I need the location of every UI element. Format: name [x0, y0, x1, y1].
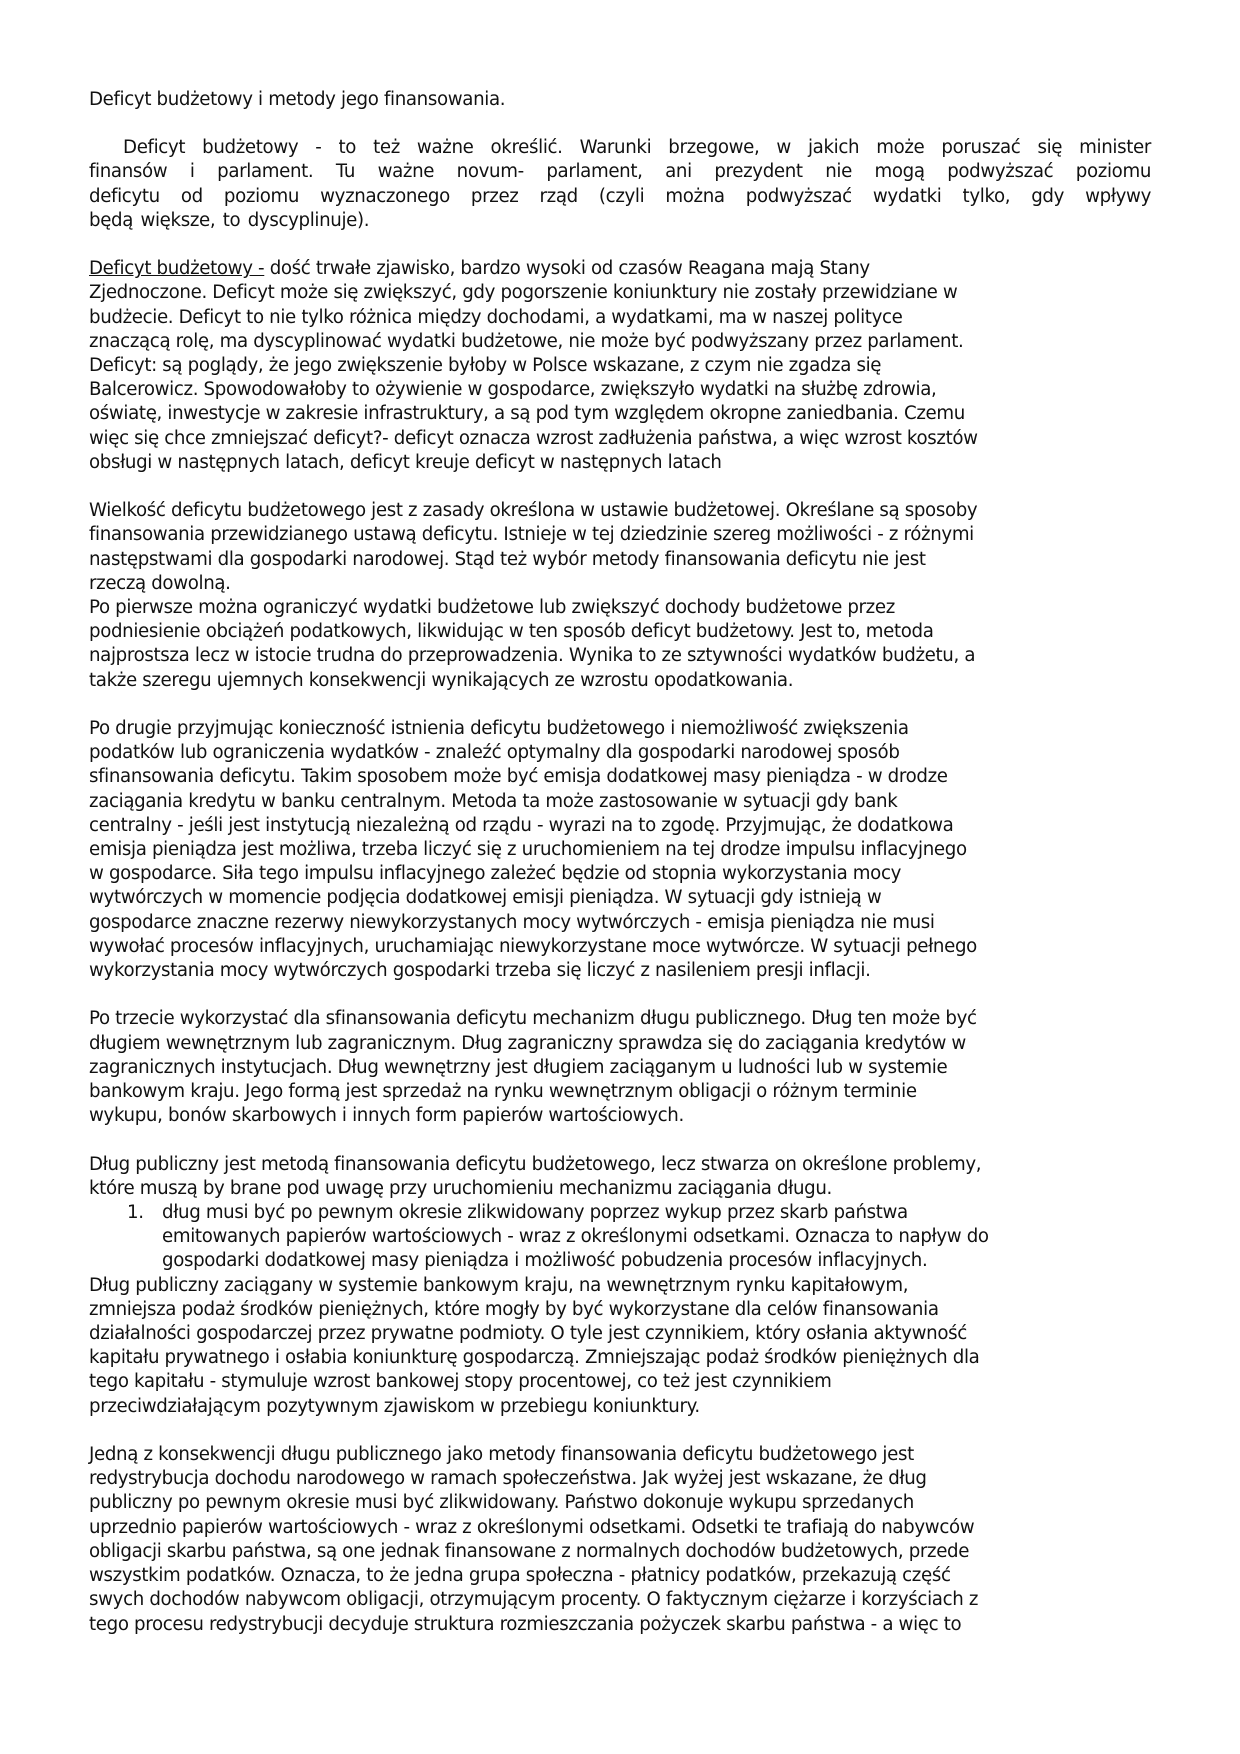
- text-line: obligacji skarbu państwa, są one jednak finansowane z normalnych dochodów budżetowych, przede: [89, 1540, 970, 1562]
- text-line: budżecie. Deficyt to nie tylko różnica między dochodami, a wydatkami, ma w naszej polityce: [89, 306, 903, 328]
- text-line: wywołać procesów inflacyjnych, uruchamiając niewykorzystane moce wytwórcze. W sytuacji pełnego: [89, 935, 977, 957]
- text-line: Wielkość deficytu budżetowego jest z zasady określona w ustawie budżetowej. Określane są sposoby: [89, 500, 978, 522]
- text-line: długiem wewnętrznym lub zagranicznym. Dług zagraniczny sprawdza się do zaciągania kredytów w: [89, 1032, 966, 1054]
- text-line: także szeregu ujemnych konsekwencji wynikających ze wzrostu opodatkowania.: [89, 669, 794, 691]
- text-line: tego procesu redystrybucji decyduje struktura rozmieszczania pożyczek skarbu państwa - a więc to: [89, 1613, 962, 1635]
- text-line: Dług publiczny jest metodą finansowania deficytu budżetowego, lecz stwarza on określone problemy,: [89, 1153, 982, 1175]
- intro-paragraph: [89, 136, 1151, 233]
- text-line: w gospodarce. Siła tego impulsu inflacyjnego zależeć będzie od stopnia wykorzystania mocy: [89, 863, 902, 885]
- text-line: Jedną z konsekwencji długu publicznego jako metody finansowania deficytu budżetowego jest: [89, 1444, 914, 1466]
- redistribution-paragraph: [89, 1443, 1151, 1637]
- text-line: uprzednio papierów wartościowych - wraz z określonymi odsetkami. Odsetki te trafiają do nabywców: [89, 1516, 975, 1538]
- text-line: Deficyt: są poglądy, że jego zwiększenie byłoby w Polsce wskazane, z czym nie zgadza się: [89, 355, 882, 377]
- text-line: wykupu, bonów skarbowych i innych form papierów wartościowych.: [89, 1105, 684, 1127]
- text-line: Deficyt budżetowy - to też ważne określić. Warunki brzegowe, w jakich może poruszać się minister: [89, 137, 1151, 159]
- text-line: następstwami dla gospodarki narodowej. Stąd też wybór metody finansowania deficytu nie jest: [89, 548, 926, 570]
- text-line: działalności gospodarczej przez prywatne podmioty. O tyle jest czynnikiem, który osłania aktywność: [89, 1323, 967, 1345]
- text-line: Po drugie przyjmując konieczność istnienia deficytu budżetowego i niemożliwość zwiększenia: [89, 718, 909, 740]
- text-line: wykorzystania mocy wytwórczych gospodarki trzeba się liczyć z nasileniem presji inflacji.: [89, 960, 871, 982]
- text-line: znaczącą rolę, ma dyscyplinować wydatki budżetowe, nie może być podwyższany przez parlament.: [89, 330, 964, 352]
- text-line: redystrybucja dochodu narodowego w ramach społeczeństwa. Jak wyżej jest wskazane, że dług: [89, 1468, 927, 1490]
- deficit-size-paragraph: [89, 499, 1151, 596]
- text-line: oświatę, inwestycje w zakresie infrastruktury, a są pod tym względem okropne zaniedbania. Czemu: [89, 403, 965, 425]
- text-line: Po trzecie wykorzystać dla sfinansowania deficytu mechanizm długu publicznego. Dług ten może być: [89, 1008, 977, 1030]
- text-line: Zjednoczone. Deficyt może się zwiększyć, gdy pogorszenie koniunktury nie zostały przewidziane w: [89, 282, 958, 304]
- text-line: Po pierwsze można ograniczyć wydatki budżetowe lub zwiększyć dochody budżetowe przez: [89, 597, 895, 619]
- text-line: Balcerowicz. Spowodowałoby to ożywienie w gospodarce, zwiększyło wydatki na służbę zdrowia,: [89, 379, 937, 401]
- text-line: gospodarce znaczne rezerwy niewykorzystanych mocy wytwórczych - emisja pieniądza nie musi: [89, 911, 935, 933]
- text-line: więc się chce zmniejszać deficyt?- deficyt oznacza wzrost zadłużenia państwa, a więc wzrost kosztów: [89, 427, 978, 449]
- text-line: Dług publiczny zaciągany w systemie bankowym kraju, na wewnętrznym rynku kapitałowym,: [89, 1274, 909, 1296]
- text-line: podniesienie obciążeń podatkowych, likwidując w ten sposób deficyt budżetowy. Jest to, metoda: [89, 621, 934, 643]
- text-line: emitowanych papierów wartościowych - wraz z określonymi odsetkami. Oznacza to napływ do: [162, 1226, 989, 1248]
- text-line: deficytu od poziomu wyznaczonego przez rząd (czyli można podwyższać wydatki tylko, gdy wpływy: [89, 185, 1151, 207]
- third-method-paragraph: [89, 1007, 1151, 1128]
- text-line: które muszą by brane pod uwagę przy uruchomieniu mechanizmu zaciągania długu.: [89, 1177, 832, 1199]
- text-line: najprostsza lecz w istocie trudna do przeprowadzenia. Wynika to ze sztywności wydatków budżetu, a: [89, 645, 976, 667]
- text-line: centralny - jeśli jest instytucją niezależną od rządu - wyrazi na to zgodę. Przyjmując, że dodatkowa: [89, 814, 954, 836]
- text-line: emisja pieniądza jest możliwa, trzeba liczyć się z uruchomieniem na tej drodze impulsu inflacyjnego: [89, 839, 967, 861]
- text-line: sfinansowania deficytu. Takim sposobem może być emisja dodatkowej masy pieniądza - w drodze: [89, 766, 948, 788]
- first-method-paragraph: [89, 596, 1151, 693]
- document-page: [89, 88, 1151, 1661]
- text-line: swych dochodów nabywcom obligacji, otrzymującym procenty. O faktycznym ciężarze i korzyściach z: [89, 1589, 979, 1611]
- text-fragment: dług musi być po pewnym okresie zlikwidowany poprzez wykup przez skarb państwa: [162, 1202, 908, 1224]
- numbered-list-item: [89, 1201, 1151, 1274]
- text-line: publiczny po pewnym okresie musi być zlikwidowany. Państwo dokonuje wykupu sprzedanych: [89, 1492, 914, 1514]
- text-line: zmniejsza podaż środków pieniężnych, które mogły by być wykorzystane dla celów finansowania: [89, 1298, 939, 1320]
- text-line: podatków lub ograniczenia wydatków - znaleźć optymalny dla gospodarki narodowej sposób: [89, 742, 900, 764]
- text-line: gospodarki dodatkowej masy pieniądza i możliwość pobudzenia procesów inflacyjnych.: [162, 1250, 928, 1272]
- text-line: przeciwdziałającym pozytywnym zjawiskom w przebiegu koniunktury.: [89, 1395, 700, 1417]
- text-fragment: dość trwałe zjawisko, bardzo wysoki od czasów Reagana mają Stany: [264, 258, 870, 280]
- text-line: bankowym kraju. Jego formą jest sprzedaż na rynku wewnętrznym obligacji o różnym terminie: [89, 1081, 917, 1103]
- text-line: [89, 1201, 1151, 1225]
- list-number: 1.: [127, 1202, 144, 1224]
- text-line: wytwórczych w momencie podjęcia dodatkowej emisji pieniądza. W sytuacji gdy istnieją w: [89, 887, 882, 909]
- text-line: zaciągania kredytu w banku centralnym. Metoda ta może zastosowanie w sytuacji gdy bank: [89, 790, 898, 812]
- text-line: rzeczą dowolną.: [89, 572, 231, 594]
- text-line: kapitału prywatnego i osłabia koniunkturę gospodarczą. Zmniejszając podaż środków pieniężnych dla: [89, 1347, 980, 1369]
- text-line: finansowania przewidzianego ustawą deficytu. Istnieje w tej dziedzinie szereg możliwości - z różnymi: [89, 524, 974, 546]
- text-line: będą większe, to dyscyplinuje).: [89, 209, 370, 231]
- text-line: wszystkim podatków. Oznacza, to że jedna grupa społeczna - płatnicy podatków, przekazują część: [89, 1565, 951, 1587]
- public-debt-section: [89, 1153, 1151, 1419]
- definition-paragraph: [89, 257, 1151, 475]
- second-method-paragraph: [89, 717, 1151, 983]
- definition-term: Deficyt budżetowy -: [89, 258, 265, 280]
- document-title: Deficyt budżetowy i metody jego finansowania.: [89, 89, 506, 110]
- text-line: zagranicznych instytucjach. Dług wewnętrzny jest długiem zaciąganym u ludności lub w systemie: [89, 1056, 948, 1078]
- text-line: tego kapitału - stymuluje wzrost bankowej stopy procentowej, co też jest czynnikiem: [89, 1371, 832, 1393]
- text-line: [89, 257, 1151, 281]
- text-line: finansów i parlament. Tu ważne novum- parlament, ani prezydent nie mogą podwyższać poziomu: [89, 161, 1151, 183]
- text-line: obsługi w następnych latach, deficyt kreuje deficyt w następnych latach: [89, 451, 722, 473]
